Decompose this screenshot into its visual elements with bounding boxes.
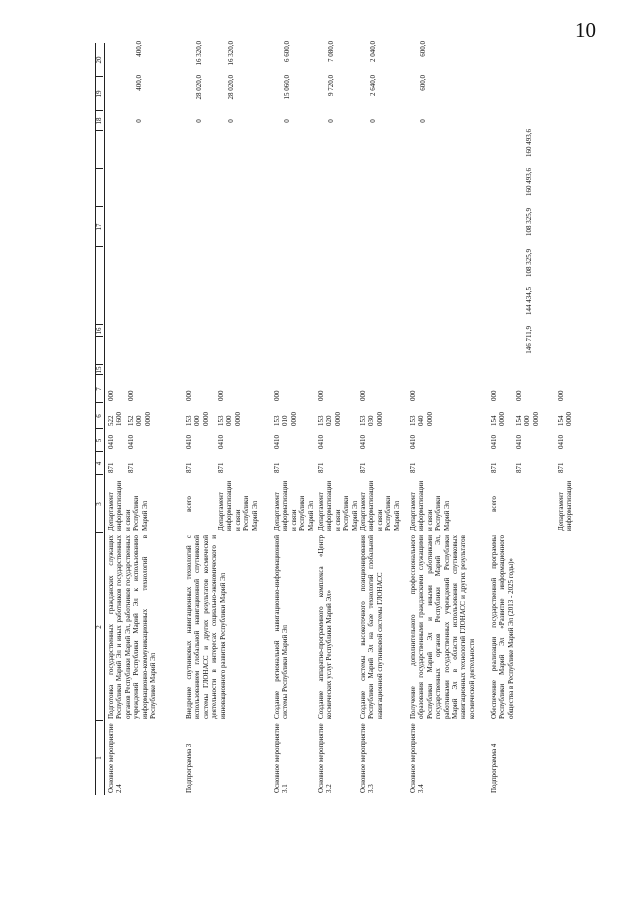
rotated-table-page (95, 43, 587, 795)
header-col-7: 7 (95, 387, 103, 391)
row-value-2019: 15 060,0 (283, 75, 291, 100)
row-grbs: 871 (217, 462, 225, 473)
row-target: 154 0000 (490, 412, 507, 426)
header-col-5: 5 (95, 438, 103, 443)
row-value-2018: 108 325,9 (525, 208, 533, 236)
header-col-3: 3 (95, 502, 103, 506)
row-target: 154 000 0000 (515, 412, 540, 426)
row-section: 0410 (107, 435, 115, 449)
header-col-19: 19 (95, 90, 103, 98)
row-description: Внедрение спутниковых навигационных технологий с использованием глобальной навигационной спутниковой системы ГЛОНАСС и других результатов космической деятельности в интересах социально-экономического и инновационного развития Республики Марий Эл (185, 535, 227, 719)
row-executor: Департамент информатизации и связи Республики Марий Эл (409, 480, 451, 531)
row-value-2017: 108 325,9 (525, 249, 533, 277)
row-executor: Департамент информатизации и связи Республики Марий Эл (359, 480, 401, 531)
row-executor: Департамент информатизации и связи Республики Марий Эл (107, 480, 149, 531)
row-section: 0410 (557, 435, 565, 449)
row-expense-type: 000 (359, 390, 367, 401)
row-target: 522 1600 (107, 412, 124, 426)
col-divider (95, 168, 103, 169)
row-grbs: 871 (107, 462, 115, 473)
row-description: Обеспечение реализации государственной программы Республики Марий Эл «Развитие информационного общества в Республике Марий Эл (2013 - 2025 годы)» (490, 535, 515, 719)
row-executor: всего (490, 496, 498, 512)
row-value-2020: 6 600,0 (283, 41, 291, 62)
row-label: Основное мероприятие 2.4 (107, 723, 124, 793)
header-col-6: 6 (95, 414, 103, 418)
header-col-20: 20 (95, 56, 103, 64)
row-grbs: 871 (557, 462, 565, 473)
header-col-2: 2 (95, 625, 103, 629)
row-expense-type: 000 (107, 390, 115, 401)
row-section: 0410 (127, 435, 135, 449)
row-label: Основное мероприятие 3.2 (317, 723, 334, 793)
header-col-1: 1 (95, 756, 103, 760)
row-target: 154 0000 (557, 412, 574, 426)
row-value-2019: 28 020,0 (195, 75, 203, 100)
row-executor: Департамент информатизации (557, 480, 574, 531)
row-grbs: 871 (490, 462, 498, 473)
row-executor: Департамент информатизации и связи Республики Марий Эл (217, 480, 259, 531)
row-expense-type: 000 (557, 390, 565, 401)
row-value-2020: 160 493,6 (525, 129, 533, 157)
row-description: Создание системы высокоточного позиционирования Республики Марий Эл на базе технологий глобальной навигационной спутниковой системы ГЛОНАСС (359, 535, 384, 719)
row-description: Создание аппаратно-программного комплекса «Центр космических услуг Республики Марий Эл» (317, 535, 334, 719)
row-target: 152 000 0000 (127, 412, 152, 426)
row-label: Основное мероприятие 3.4 (409, 723, 426, 793)
page-number: 10 (575, 18, 596, 42)
row-grbs: 871 (273, 462, 281, 473)
row-expense-type: 000 (490, 390, 498, 401)
budget-table (95, 43, 587, 795)
row-value-2020: 2 040,0 (369, 41, 377, 62)
header-col-17: 17 (95, 223, 103, 231)
row-label: Основное мероприятие 3.3 (359, 723, 376, 793)
row-value-2020: 7 080,0 (327, 41, 335, 62)
row-grbs: 871 (515, 462, 523, 473)
row-description: Получение дополнительного профессионального образования государственными гражданскими служащими Республики Марий Эл и иными работниками государственных органов Республики Марий Эл, работниками государственных учреждений Республики Марий Эл в области использования спутниковых навигационных технологий ГЛОНАСС и других результатов космической деятельности (409, 535, 476, 719)
header-col-15: 15 (95, 366, 103, 374)
row-target: 153 040 0000 (409, 412, 434, 426)
row-value-2018: 0 (195, 119, 203, 123)
row-value-2016: 144 434,5 (525, 287, 533, 315)
row-value-2019: 600,0 (419, 75, 427, 91)
row-label: Подпрограмма 3 (185, 743, 193, 793)
row-section: 0410 (515, 435, 523, 449)
row-executor: Департамент информатизации и связи Республики Марий Эл (273, 480, 315, 531)
row-expense-type: 000 (127, 390, 135, 401)
row-value-2018: 0 (283, 119, 291, 123)
row-section: 0410 (490, 435, 498, 449)
row-target: 153 000 0000 (185, 412, 210, 426)
row-value-2019: 9 720,0 (327, 75, 335, 96)
row-grbs: 871 (127, 462, 135, 473)
row-section: 0410 (185, 435, 193, 449)
row-section: 0410 (359, 435, 367, 449)
row-value-2020: 600,0 (419, 41, 427, 57)
row-value-2015: 146 711,9 (525, 326, 533, 354)
header-col-16: 16 (95, 327, 103, 335)
row-value-2019: 400,0 (135, 75, 143, 91)
header-bottom-rule (104, 43, 105, 795)
row-executor: всего (185, 496, 193, 512)
row-expense-type: 000 (185, 390, 193, 401)
row-target: 153 020 0000 (317, 412, 342, 426)
header-col-18: 18 (95, 117, 103, 125)
row-value-2019: 2 640,0 (369, 75, 377, 96)
row-grbs: 871 (409, 462, 417, 473)
row-value-2019: 28 020,0 (227, 75, 235, 100)
header-col-4: 4 (95, 461, 103, 466)
row-label: Основное мероприятие 3.1 (273, 723, 290, 793)
row-expense-type: 000 (515, 390, 523, 401)
row-value-2018: 0 (327, 119, 335, 123)
row-executor: Департамент информатизации и связи Республики Марий Эл (317, 480, 359, 531)
row-value-2019: 160 493,6 (525, 168, 533, 196)
row-section: 0410 (409, 435, 417, 449)
row-label: Подпрограмма 4 (490, 743, 498, 793)
row-expense-type: 000 (217, 390, 225, 401)
row-value-2020: 400,0 (135, 41, 143, 57)
row-section: 0410 (317, 435, 325, 449)
row-grbs: 871 (317, 462, 325, 473)
row-grbs: 871 (185, 462, 193, 473)
row-value-2020: 16 320,0 (227, 41, 235, 66)
row-value-2018: 0 (227, 119, 235, 123)
row-value-2018: 0 (369, 119, 377, 123)
row-target: 153 030 0000 (359, 412, 384, 426)
row-expense-type: 000 (273, 390, 281, 401)
row-description: Подготовка государственных гражданских служащих Республики Марий Эл и иных работников государственных органов Республики Марий Эл, работников государственных учреждений Республики Марий Эл к использованию информационно-коммуникационных технологий в Республике Марий Эл (107, 535, 157, 719)
row-description: Создание региональной навигационно-информационной системы Республики Марий Эл (273, 535, 290, 719)
row-value-2018: 0 (419, 119, 427, 123)
row-value-2020: 16 320,0 (195, 41, 203, 66)
row-grbs: 871 (359, 462, 367, 473)
row-section: 0410 (273, 435, 281, 449)
row-expense-type: 000 (317, 390, 325, 401)
row-expense-type: 000 (409, 390, 417, 401)
row-section: 0410 (217, 435, 225, 449)
row-target: 153 000 0000 (217, 412, 242, 426)
row-value-2018: 0 (135, 119, 143, 123)
row-target: 153 010 0000 (273, 412, 298, 426)
